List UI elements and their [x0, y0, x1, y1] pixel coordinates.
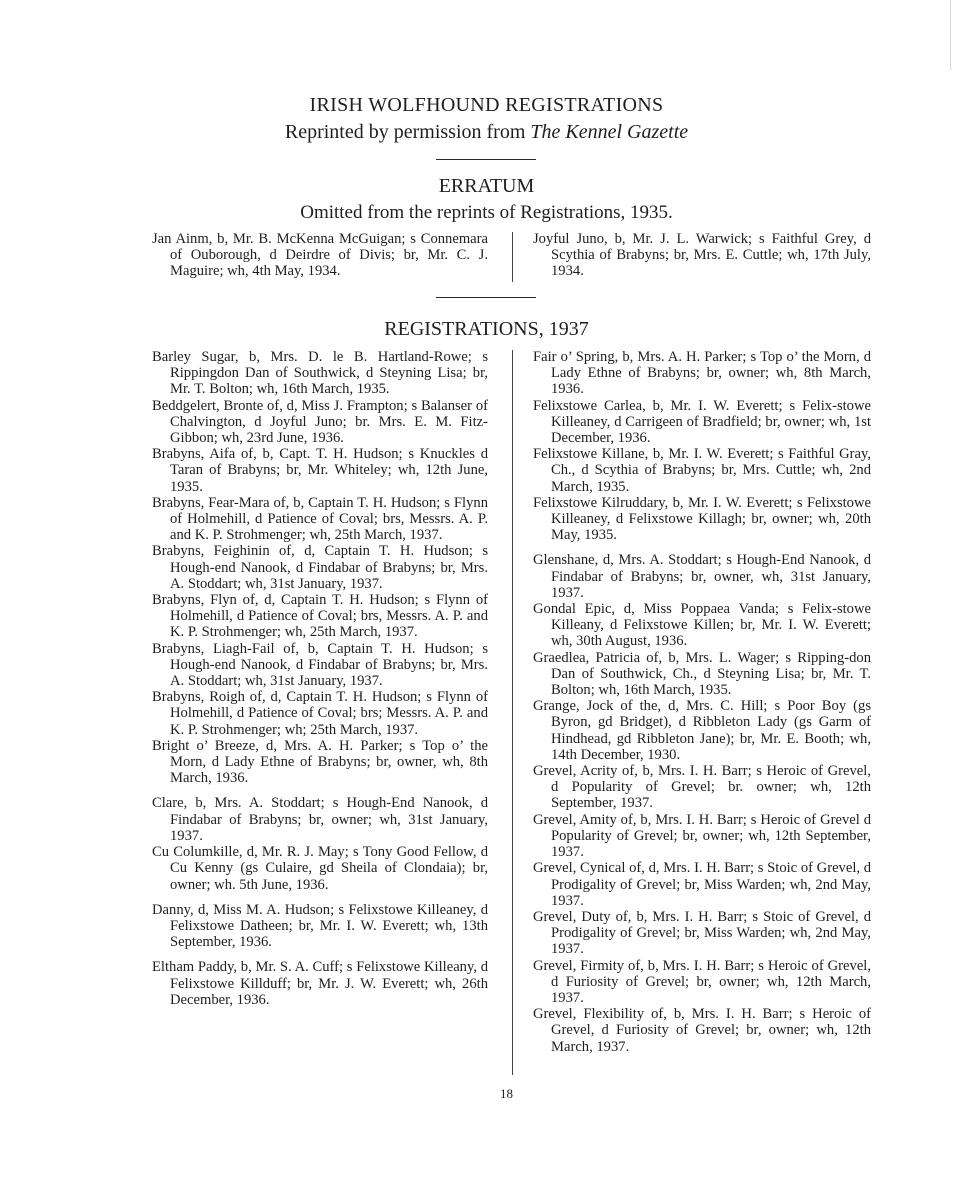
- entry: Brabyns, Aifa of, b, Capt. T. H. Hudson; s Knuckles d Taran of Brabyns; br, Mr. Whiteley; wh, 12th June, 1935.: [152, 446, 488, 495]
- entry: Beddgelert, Bronte of, d, Miss J. Frampton; s Balanser of Chalvington, d Joyful Juno; br. Mrs. E. M. Fitz-Gibbon; wh, 23rd June, 1936.: [152, 397, 488, 447]
- entry: Brabyns, Fear-Mara of, b, Captain T. H. Hudson; s Flynn of Holmehill, d Patience of Coval; brs, Messrs. A. P. and K. P. Strohmenger; wh, 25th March, 1937.: [152, 494, 488, 544]
- subtitle-source: The Kennel Gazette: [530, 121, 689, 143]
- erratum-heading: ERRATUM: [438, 175, 535, 197]
- erratum-note: Omitted from the reprints of Registrations, 1935.: [300, 202, 673, 223]
- entry: Graedlea, Patricia of, b, Mrs. L. Wager; s Ripping-don Dan of Southwick, Ch., d Steyning Lisa; br, Mr. T. Bolton; wh, 16th March, 1935.: [533, 649, 871, 699]
- registrations-right-column: [533, 349, 871, 1055]
- entry: Felixstowe Killane, b, Mr. I. W. Everett; s Faithful Gray, Ch., d Scythia of Brabyns; br, Mrs. Cuttle; wh, 2nd March, 1935.: [533, 446, 871, 495]
- entry: Brabyns, Flyn of, d, Captain T. H. Hudson; s Flynn of Holmehill, d Patience of Coval; brs, Messrs. A. P. and K. P. Strohmenger; wh, 25th March, 1937.: [152, 592, 488, 641]
- entry: Barley Sugar, b, Mrs. D. le B. Hartland-Rowe; s Rippingdon Dan of Southwick, d Steyning Lisa; br, Mr. T. Bolton; wh, 16th March, 1935.: [152, 349, 488, 398]
- entry: Grevel, Acrity of, b, Mrs. I. H. Barr; s Heroic of Grevel, d Popularity of Grevel; br. owner; wh, 12th September, 1937.: [533, 763, 871, 812]
- erratum-left-column: [152, 231, 488, 280]
- entry: Fair o’ Spring, b, Mrs. A. H. Parker; s Top o’ the Morn, d Lady Ethne of Brabyns; br, owner; wh, 8th March, 1936.: [533, 349, 871, 398]
- entry: Grevel, Cynical of, d, Mrs. I. H. Barr; s Stoic of Grevel, d Prodigality of Grevel; br, Miss Warden; wh, 2nd May, 1937.: [533, 860, 871, 909]
- entry: Grevel, Duty of, b, Mrs. I. H. Barr; s Stoic of Grevel, d Prodigality of Grevel; br, Miss Warden; wh, 2nd May, 1937.: [533, 908, 871, 958]
- registrations-left-column: [152, 349, 488, 1008]
- registrations-heading: REGISTRATIONS, 1937: [384, 318, 589, 340]
- scan-edge-mark: [950, 0, 951, 70]
- entry: Grevel, Flexibility of, b, Mrs. I. H. Barr; s Heroic of Grevel, d Furiosity of Grevel; br, owner; wh, 12th March, 1937.: [533, 1006, 871, 1055]
- entry: Brabyns, Roigh of, d, Captain T. H. Hudson; s Flynn of Holmehill, d Patience of Coval; brs; Messrs. A. P. and K. P. Strohmenger; wh; 25th March, 1937.: [152, 689, 488, 738]
- column-divider: [512, 232, 513, 282]
- page-number: 18: [500, 1086, 513, 1101]
- entry: Grange, Jock of the, d, Mrs. C. Hill; s Poor Boy (gs Byron, gd Bridget), d Ribbleton Lady (gs Garm of Hindhead, gd Ribbleton Jane); br, Mr. E. Booth; wh, 14th December, 1930.: [533, 698, 871, 763]
- entry: Jan Ainm, b, Mr. B. McKenna McGuigan; s Connemara of Ouborough, d Deirdre of Divis; br, Mr. C. J. Maguire; wh, 4th May, 1934.: [152, 231, 488, 280]
- entry: Cu Columkille, d, Mr. R. J. May; s Tony Good Fellow, d Cu Kenny (gs Culaire, gd Sheila of Clondaia); br, owner; wh. 5th June, 1936.: [152, 844, 488, 893]
- entry: Gondal Epic, d, Miss Poppaea Vanda; s Felix-stowe Killeany, d Felixstowe Killen; br, Mr. I. W. Everett; wh, 30th August, 1936.: [533, 601, 871, 650]
- entry: Glenshane, d, Mrs. A. Stoddart; s Hough-End Nanook, d Findabar of Brabyns; br, owner, wh, 31st January, 1937.: [533, 552, 871, 601]
- erratum-right-column: [533, 231, 871, 280]
- entry: Danny, d, Miss M. A. Hudson; s Felixstowe Killeaney, d Felixstowe Datheen; br, Mr. I. W. Everett; wh, 13th September, 1936.: [152, 901, 488, 951]
- page-title: IRISH WOLFHOUND REGISTRATIONS: [309, 94, 664, 116]
- entry: Brabyns, Feighinin of, d, Captain T. H. Hudson; s Hough-end Nanook, d Findabar of Brabyns; br, Mrs. A. Stoddart; wh, 31st January, 1937.: [152, 543, 488, 592]
- entry: Joyful Juno, b, Mr. J. L. Warwick; s Faithful Grey, d Scythia of Brabyns; br, Mrs. E. Cuttle; wh, 17th July, 1934.: [533, 231, 871, 280]
- divider: [436, 159, 536, 160]
- entry: Eltham Paddy, b, Mr. S. A. Cuff; s Felixstowe Killeany, d Felixstowe Killduff; br, Mr. J. W. Everett; wh, 26th December, 1936.: [152, 959, 488, 1008]
- entry: Bright o’ Breeze, d, Mrs. A. H. Parker; s Top o’ the Morn, d Lady Ethne of Brabyns; br, owner, wh, 8th March, 1936.: [152, 737, 488, 787]
- subtitle-prefix: Reprinted by permission from: [284, 121, 531, 143]
- entry: Felixstowe Kilruddary, b, Mr. I. W. Everett; s Felixstowe Killeaney, d Felixstowe Killagh; br, owner; wh, 20th May, 1935.: [533, 494, 871, 544]
- entry: Felixstowe Carlea, b, Mr. I. W. Everett; s Felix-stowe Killeaney, d Carrigeen of Bradfield; br, owner; wh, 1st December, 1936.: [533, 397, 871, 447]
- column-divider: [512, 350, 513, 1075]
- divider: [436, 297, 536, 298]
- entry: Brabyns, Liagh-Fail of, b, Captain T. H. Hudson; s Hough-end Nanook, d Findabar of Brabyns; br, Mrs. A. Stoddart; wh, 31st January, 1937.: [152, 640, 488, 690]
- entry: Grevel, Firmity of, b, Mrs. I. H. Barr; s Heroic of Grevel, d Furiosity of Grevel; br, owner; wh, 12th March, 1937.: [533, 957, 871, 1006]
- entry: Clare, b, Mrs. A. Stoddart; s Hough-End Nanook, d Findabar of Brabyns; br, owner; wh, 31st January, 1937.: [152, 795, 488, 844]
- entry: Grevel, Amity of, b, Mrs. I. H. Barr; s Heroic of Grevel d Popularity of Grevel; br, owner; wh, 12th September, 1937.: [533, 811, 871, 861]
- page-subtitle: [0, 121, 973, 144]
